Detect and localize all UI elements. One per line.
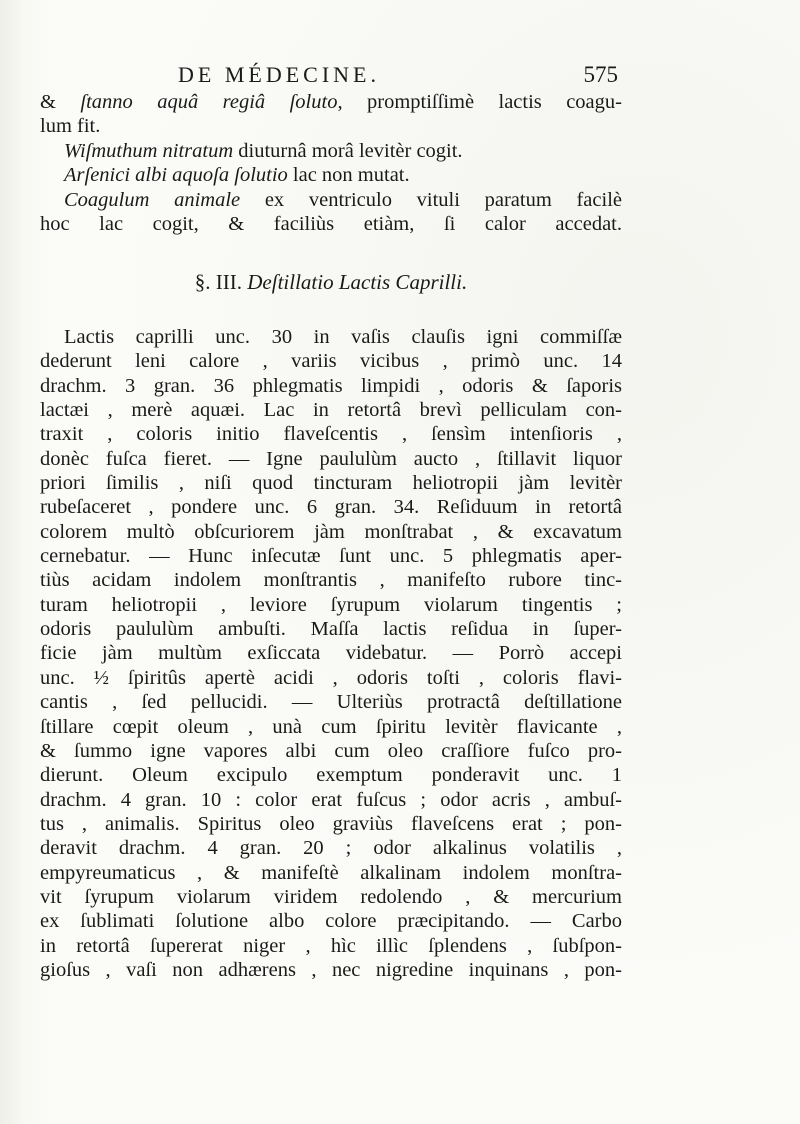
text-line: dierunt. Oleum excipulo exemptum ponderavit unc. 1 bbox=[40, 764, 622, 787]
text-line: ex ſublimati ſolutione albo colore præcipitando. — Carbo bbox=[40, 910, 622, 933]
text-line: ſtillare cœpit oleum , unà cum ſpiritu levitèr flavicante , bbox=[40, 715, 622, 738]
text-line: odoris paululùm ambuſti. Maſſa lactis reſidua in ſuper- bbox=[40, 618, 622, 641]
italic-term: ſtanno aquâ regiâ ſoluto bbox=[80, 91, 338, 113]
page-header bbox=[178, 62, 618, 92]
section-heading bbox=[40, 270, 622, 295]
text-line bbox=[40, 90, 622, 114]
running-title: DE MÉDECINE. bbox=[178, 62, 380, 87]
text-line: cernebatur. — Hunc inſecutæ ſunt unc. 5 phlegmatis aper- bbox=[40, 545, 622, 568]
italic-term: Wiſmuthum nitratum bbox=[64, 139, 234, 162]
text-line: drachm. 3 gran. 36 phlegmatis limpidi , odoris & ſaporis bbox=[40, 374, 622, 397]
intro-paragraphs bbox=[40, 90, 622, 236]
text-line: priori ſimilis , niſi quod tincturam heliotropii jàm levitèr bbox=[40, 472, 622, 495]
text-line bbox=[40, 188, 622, 212]
text-line: unc. ½ ſpiritûs apertè acidi , odoris toſti , coloris flavi- bbox=[40, 666, 622, 689]
text-line: gioſus , vaſi non adhærens , nec nigredine inquinans , pon- bbox=[40, 958, 622, 981]
text-line: Lactis caprilli unc. 30 in vaſis clauſis igni commiſſæ bbox=[64, 326, 622, 348]
text-line: empyreumaticus , & manifeſtè alkalinam indolem monſtra- bbox=[40, 861, 622, 884]
text-line: in retortâ ſupererat niger , hìc illìc ſplendens , ſubſpon- bbox=[40, 934, 622, 957]
text-line: lactæi , merè aquæi. Lac in retortâ brevì pelliculam con- bbox=[40, 399, 622, 422]
italic-term: Arſenici albi aquoſa ſolutio bbox=[64, 164, 288, 187]
text-line: colorem multò obſcuriorem jàm monſtrabat , & excavatum bbox=[40, 520, 622, 543]
text-run: , promptiſſimè lactis coagu- bbox=[337, 91, 622, 113]
text-line: vit ſyrupum violarum viridem redolendo , & mercurium bbox=[40, 885, 622, 908]
text-run: lac non mutat. bbox=[287, 164, 410, 187]
text-line bbox=[40, 212, 622, 236]
text-line: cantis , ſed pellucidi. — Ulteriùs protractâ deſtillatione bbox=[40, 691, 622, 714]
text-line: & ſummo igne vapores albi cum oleo craſſiore fuſco pro- bbox=[40, 739, 622, 762]
text-run: & bbox=[40, 91, 81, 113]
text-line: tiùs acidam indolem monſtrantis , manifeſto rubore tinc- bbox=[40, 569, 622, 592]
text-line bbox=[40, 163, 622, 187]
text-line: rubeſaceret , pondere unc. 6 gran. 34. Reſiduum in retortâ bbox=[40, 496, 622, 519]
section-title: Deſtillatio Lactis Caprilli. bbox=[247, 270, 468, 294]
text-line: donèc fuſca fieret. — Igne paululùm aucto , ſtillavit liquor bbox=[40, 447, 622, 470]
text-run: lum fit. bbox=[40, 115, 101, 138]
italic-term: Coagulum animale bbox=[64, 188, 241, 211]
text-line bbox=[40, 139, 622, 163]
text-line bbox=[40, 114, 622, 138]
text-run: hoc lac cogit, & faciliùs etiàm, ſi calor accedat. bbox=[40, 212, 622, 235]
text-line: tus , animalis. Spiritus oleo graviùs flaveſcens erat ; pon- bbox=[40, 812, 622, 835]
section-number: §. III. bbox=[194, 270, 243, 294]
text-line: traxit , coloris initio flaveſcentis , ſensìm intenſioris , bbox=[40, 423, 622, 446]
text-run: ex ventriculo vituli paratum facilè bbox=[240, 188, 622, 211]
text-line: ficie jàm multùm exſiccata videbatur. — Porrò accepi bbox=[40, 642, 622, 665]
text-line: drachm. 4 gran. 10 : color erat fuſcus ; odor acris , ambuſ- bbox=[40, 788, 622, 811]
text-line: dederunt leni calore , variis vicibus , primò unc. 14 bbox=[40, 350, 622, 373]
main-paragraph bbox=[40, 325, 622, 982]
text-run: diuturnâ morâ levitèr cogit. bbox=[233, 139, 463, 162]
text-line: turam heliotropii , leviore ſyrupum violarum tingentis ; bbox=[40, 593, 622, 616]
page-number: 575 bbox=[583, 62, 618, 87]
text-line: deravit drachm. 4 gran. 20 ; odor alkalinus volatilis , bbox=[40, 837, 622, 860]
